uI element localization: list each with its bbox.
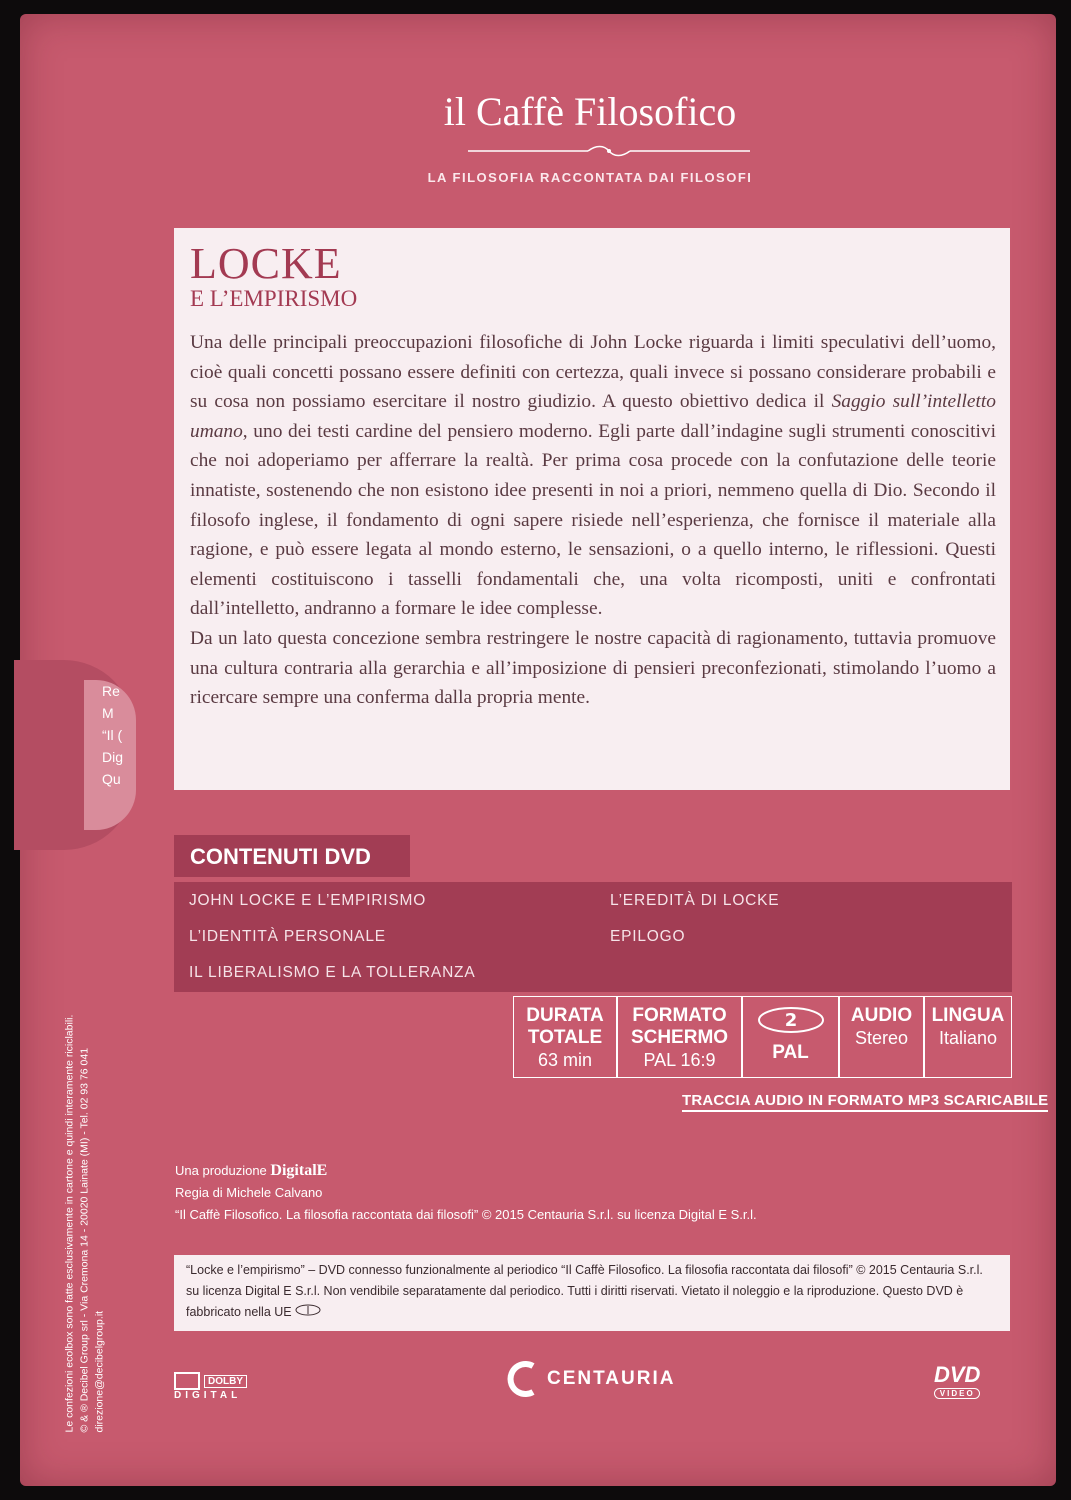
director-credit: Regia di Michele Calvano [175, 1185, 323, 1200]
vertical-text-line: © & ® Decibel Group srl - Via Cremona 14 - 20020 Lainate (MI) - Tel. 02 93 76 041 [78, 1047, 91, 1433]
tab-text-line: Re [102, 683, 120, 699]
region-globe-icon [756, 1005, 826, 1035]
paragraph-text: Una delle principali preoccupazioni filosofiche di John Locke riguarda i limiti speculativi dell’uomo, cioè quali concetti possano essere definiti con certezza, quali invece si possano considerare probabili e su cosa non possiamo esercitare il nostro giudizio. A questo obiettivo dedica il [190, 332, 996, 413]
dolby-sub-label: DIGITAL [174, 1390, 242, 1401]
spec-label: DURATA TOTALE [526, 1005, 604, 1048]
vertical-text-line: Le confezioni ecolbox sono fatte esclusivamente in cartone e quindi interamente riciclabili. [63, 1014, 76, 1433]
spec-audio [839, 996, 924, 1078]
region-code: 2 [784, 1010, 797, 1031]
article-subtitle: E L’EMPIRISMO [190, 286, 358, 311]
credits [175, 1160, 757, 1226]
spec-format [617, 996, 742, 1078]
contents-item: L’IDENTITÀ PERSONALE [189, 928, 386, 945]
legal-text: “Locke e l’empirismo” – DVD connesso funzionalmente al periodico “Il Caffè Filosofico. La filosofia raccontata dai filosofi” © 2015 Centauria S.r.l. su licenza Digital E S.r.l. Non vendibile separatamente dal periodico. Tutti i diritti riservati. Vietato il noleggio e la riproduzione. Questo DVD è fabbricato nella UE [186, 1263, 983, 1319]
book-title: Saggio sull’intelletto umano [190, 391, 996, 442]
tab-text-line: Dig [102, 749, 124, 765]
producer-logo: DigitalE [270, 1162, 328, 1179]
brand-title: il Caffè Filosofico [443, 89, 737, 134]
spec-language [924, 996, 1012, 1078]
contents-item: IL LIBERALISMO E LA TOLLERANZA [189, 964, 476, 981]
contents-heading: CONTENUTI DVD [174, 835, 410, 877]
spec-label: FORMATO SCHERMO [630, 1005, 729, 1048]
sleeve-tab-window [84, 680, 136, 830]
contents-item: JOHN LOCKE E L’EMPIRISMO [189, 892, 427, 909]
centauria-logo [505, 1360, 675, 1398]
dvd-sub-label: VIDEO [934, 1388, 980, 1399]
spec-label: LINGUA [931, 1005, 1005, 1026]
tab-text-line: “Il ( [102, 727, 123, 743]
article-paragraph: Da un lato questa concezione sembra restringere le nostre capacità di ragionamento, tuttavia promuove una cultura contraria alla gerarchia e all’imposizione di pensieri preconfezionati, stimolando l’uomo a ricercare sempre una conferma dalla propria mente. [190, 627, 996, 709]
copyright-credit: “Il Caffè Filosofico. La filosofia raccontata dai filosofi” © 2015 Centauria S.r.l. su licenza Digital E S.r.l. [175, 1207, 757, 1222]
spec-value: 63 min [537, 1050, 593, 1070]
legal-notice [174, 1255, 1010, 1331]
centauria-c-icon [505, 1360, 539, 1398]
sleeve-tab [14, 660, 134, 850]
dolby-digital-logo [174, 1372, 247, 1401]
article-body [190, 328, 996, 713]
ue-mark-icon [295, 1304, 321, 1316]
dolby-double-d-icon [174, 1372, 200, 1390]
spec-value: PAL [772, 1042, 809, 1063]
article-title: LOCKE [190, 239, 342, 288]
spec-duration [513, 996, 617, 1078]
spec-label: AUDIO [850, 1005, 913, 1026]
ornament-rule [468, 145, 750, 157]
contents-list [174, 882, 1012, 992]
dvd-label: DVD [934, 1362, 981, 1387]
contents-item: EPILOGO [610, 928, 686, 945]
production-line [175, 1160, 757, 1182]
mp3-note: TRACCIA AUDIO IN FORMATO MP3 SCARICABILE [682, 1092, 1048, 1112]
paragraph-text: , uno dei testi cardine del pensiero moderno. Egli parte dall’indagine sugli strumenti conoscitivi che noi adoperiamo per afferrare la realtà. Per prima cosa procede con la confutazione delle teorie innatiste, sostenendo che non esistono idee presenti in noi a priori, nemmeno quella di Dio. Secondo il filosofo inglese, il fondamento di ogni sapere risiede nell’esperienza, che fornisce il materiale alla ragione, e può essere legata al mondo esterno, le sensazioni, o a quello interno, le riflessioni. Questi elementi costituiscono i tasselli fondamentali che, una volta ricomposti, uniti e confrontati dall’intelletto, andranno a formare le idee complesse. [190, 420, 996, 620]
description-card [174, 228, 1010, 790]
dolby-label: DOLBY [204, 1375, 247, 1388]
dvd-video-logo [934, 1362, 980, 1399]
spec-value: Stereo [854, 1028, 909, 1048]
spec-region [742, 996, 839, 1078]
brand-subtitle: LA FILOSOFIA RACCONTATA DAI FILOSOFI [427, 170, 753, 185]
production-label: Una produzione [175, 1163, 267, 1178]
vertical-publisher-info [63, 953, 108, 1433]
contents-item: L’EREDITÀ DI LOCKE [610, 892, 780, 909]
centauria-label: CENTAURIA [547, 1368, 676, 1389]
spec-value: PAL 16:9 [643, 1050, 716, 1070]
spec-value: Italiano [938, 1028, 998, 1048]
article-paragraph [190, 328, 996, 624]
tab-text-line: M [102, 705, 114, 721]
vertical-text-line: direzione@decibelgroup.it [93, 1310, 106, 1433]
tab-text-line: Qu [102, 771, 121, 787]
